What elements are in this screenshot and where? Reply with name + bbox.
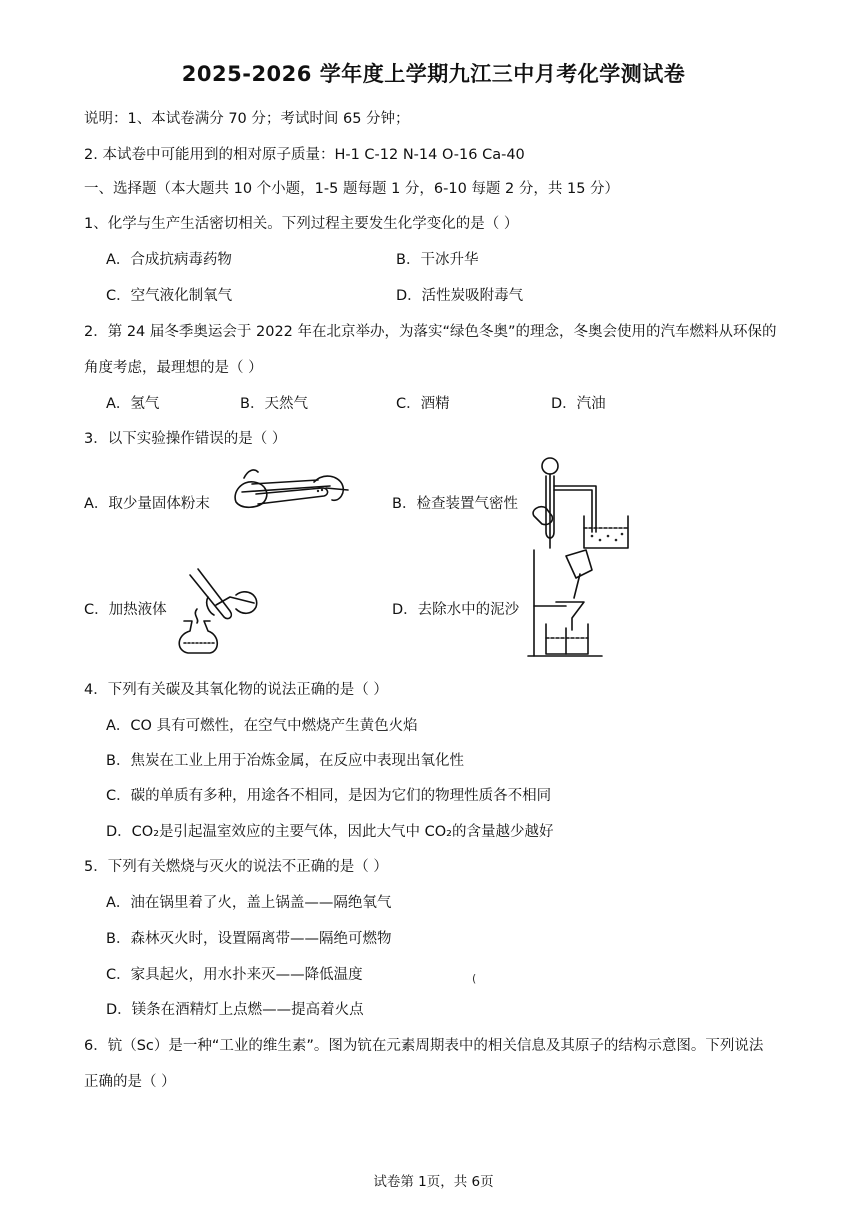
question-3-option-c: C．加热液体	[84, 602, 167, 618]
question-3-option-d: D．去除水中的泥沙	[392, 602, 520, 618]
section-heading: 一、选择题（本大题共 10 个小题，1-5 题每题 1 分，6-10 每题 2 分，共 15 分）	[84, 181, 620, 197]
question-3-option-b: B．检查装置气密性	[392, 496, 518, 512]
question-1-option-b: B．干冰升华	[396, 252, 479, 268]
question-1-stem: 1、化学与生产生活密切相关。下列过程主要发生化学变化的是（ ）	[84, 216, 519, 232]
question-4-stem: 4．下列有关碳及其氧化物的说法正确的是（ ）	[84, 682, 388, 698]
question-5-option-a: A．油在锅里着了火，盖上锅盖——隔绝氧气	[106, 895, 392, 911]
question-2-option-a: A．氢气	[106, 396, 160, 412]
powder-spatula-figure	[222, 458, 352, 528]
question-4-option-b: B．焦炭在工业上用于冶炼金属，在反应中表现出氧化性	[106, 753, 464, 769]
question-5-option-b: B．森林灭火时，设置隔离带——隔绝可燃物	[106, 931, 392, 947]
question-4-option-a: A．CO 具有可燃性，在空气中燃烧产生黄色火焰	[106, 718, 418, 734]
question-3-option-a: A．取少量固体粉末	[84, 496, 210, 512]
page-title: 2025-2026 学年度上学期九江三中月考化学测试卷	[181, 62, 686, 86]
filtration-figure	[526, 548, 612, 660]
question-2-option-b: B．天然气	[240, 396, 308, 412]
question-1-option-d: D．活性炭吸附毒气	[396, 288, 524, 304]
question-2-stem-cont: 角度考虑，最理想的是（ ）	[84, 360, 263, 376]
heating-liquid-figure	[170, 565, 265, 655]
note-line-2: 2. 本试卷中可能用到的相对原子质量：H-1 C-12 N-14 O-16 Ca-40	[84, 147, 525, 163]
question-2-option-c: C．酒精	[396, 396, 450, 412]
question-3-stem: 3．以下实验操作错误的是（ ）	[84, 431, 287, 447]
question-5-option-c: C．家具起火，用水扑来灭——降低温度	[106, 967, 363, 983]
question-1-option-a: A．合成抗病毒药物	[106, 252, 232, 268]
question-1-option-c: C．空气液化制氧气	[106, 288, 233, 304]
airtightness-check-figure	[528, 452, 638, 552]
page-footer: 试卷第 1页，共 6页	[373, 1174, 494, 1190]
question-5-stem: 5．下列有关燃烧与灭火的说法不正确的是（ ）	[84, 859, 388, 875]
question-4-option-d: D．CO₂是引起温室效应的主要气体，因此大气中 CO₂的含量越少越好	[106, 824, 554, 840]
question-6-stem: 6．钪（Sc）是一种“工业的维生素”。图为钪在元素周期表中的相关信息及其原子的结构示意图。下列说法	[84, 1038, 764, 1054]
stray-mark: (	[472, 972, 477, 985]
question-5-option-d: D．镁条在酒精灯上点燃——提高着火点	[106, 1002, 364, 1018]
question-6-stem-cont: 正确的是（ ）	[84, 1074, 176, 1090]
question-2-option-d: D．汽油	[551, 396, 606, 412]
note-line-1: 说明：1、本试卷满分 70 分；考试时间 65 分钟；	[84, 111, 410, 127]
question-4-option-c: C．碳的单质有多种，用途各不相同，是因为它们的物理性质各不相同	[106, 788, 552, 804]
question-2-stem: 2．第 24 届冬季奥运会于 2022 年在北京举办，为落实“绿色冬奥”的理念，冬奥会使用的汽车燃料从环保的	[84, 324, 777, 340]
